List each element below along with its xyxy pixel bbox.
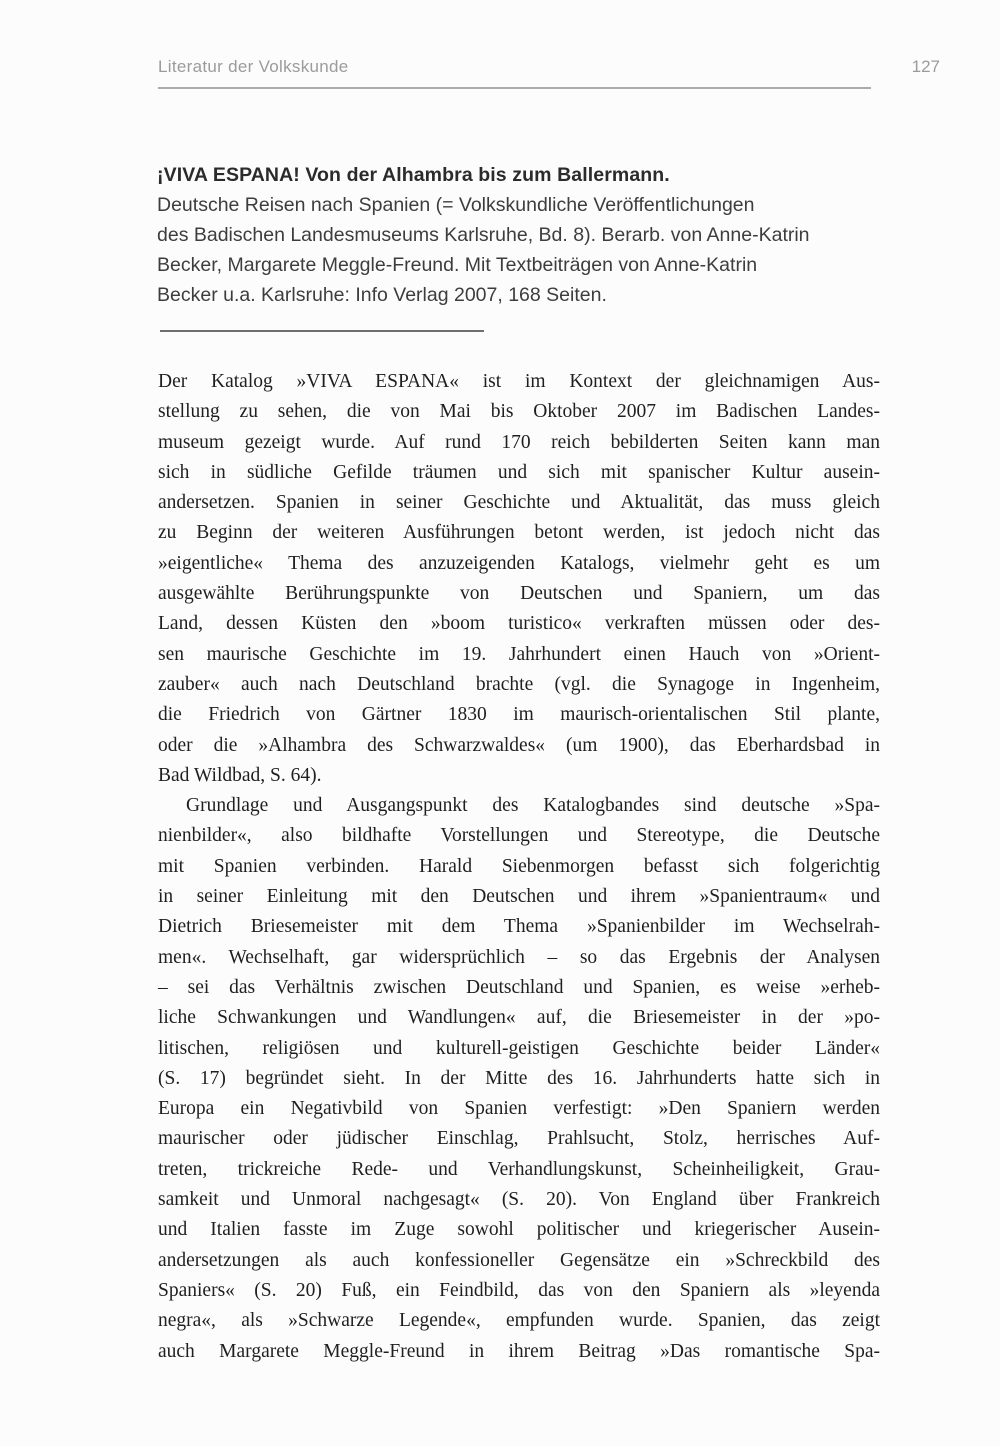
citation-line: Deutsche Reisen nach Spanien (= Volkskundliche Veröffentlichungen: [157, 194, 755, 216]
review-body-text: [158, 367, 880, 1367]
body-line: negra«, als »Schwarze Legende«, empfunden wurde. Spanien, das zeigt: [158, 1310, 880, 1332]
body-line: ausgewählte Berührungspunkte von Deutschen und Spaniern, um das: [158, 583, 880, 605]
header-rule: [158, 87, 871, 89]
body-line: Dietrich Briesemeister mit dem Thema »Spanienbilder im Wechselrah-: [158, 916, 880, 938]
review-citation-block: [157, 160, 883, 310]
body-line: – sei das Verhältnis zwischen Deutschland und Spanien, es weise »erheb-: [158, 976, 880, 998]
paragraph-1: [158, 367, 880, 791]
body-line: men«. Wechselhaft, gar widersprüchlich – so das Ergebnis der Analysen: [158, 946, 880, 968]
citation-line: Becker, Margarete Meggle-Freund. Mit Textbeiträgen von Anne-Katrin: [157, 254, 758, 276]
body-line: andersetzungen als auch konfessioneller Gegensätze ein »Schreckbild des: [158, 1249, 880, 1271]
body-line: stellung zu sehen, die von Mai bis Oktober 2007 im Badischen Landes-: [158, 401, 880, 423]
body-line: auch Margarete Meggle-Freund in ihrem Beitrag »Das romantische Spa-: [158, 1340, 880, 1362]
body-line: maurischer oder jüdischer Einschlag, Prahlsucht, Stolz, herrisches Auf-: [158, 1128, 880, 1150]
body-line: in seiner Einleitung mit den Deutschen und ihrem »Spanientraum« und: [158, 886, 880, 908]
body-line: museum gezeigt wurde. Auf rund 170 reich bebilderten Seiten kann man: [158, 431, 880, 453]
body-line: »eigentliche« Thema des anzuzeigenden Katalogs, vielmehr geht es um: [158, 552, 880, 574]
body-line: Der Katalog »VIVA ESPANA« ist im Kontext der gleichnamigen Aus-: [158, 371, 880, 392]
body-line: Europa ein Negativbild von Spanien verfestigt: »Den Spaniern werden: [158, 1098, 880, 1120]
body-line: sen maurische Geschichte im 19. Jahrhundert einen Hauch von »Orient-: [158, 643, 880, 665]
body-line: andersetzen. Spanien in seiner Geschichte und Aktualität, das muss gleich: [158, 492, 880, 514]
citation-title: ¡VIVA ESPANA! Von der Alhambra bis zum Ballermann.: [157, 164, 670, 186]
body-line: Land, dessen Küsten den »boom turistico« verkraften müssen oder des-: [158, 613, 880, 635]
citation-line: des Badischen Landesmuseums Karlsruhe, Bd. 8). Berarb. von Anne-Katrin: [157, 224, 810, 246]
body-line: treten, trickreiche Rede- und Verhandlungskunst, Scheinheiligkeit, Grau-: [158, 1158, 880, 1180]
body-line: die Friedrich von Gärtner 1830 im maurisch-orientalischen Stil plante,: [158, 704, 880, 726]
body-line: liche Schwankungen und Wandlungen« auf, die Briesemeister in der »po-: [158, 1007, 880, 1029]
body-line: Spaniers« (S. 20) Fuß, ein Feindbild, das von den Spaniern als »leyenda: [158, 1279, 880, 1301]
body-line: Bad Wildbad, S. 64).: [158, 764, 322, 786]
body-line: sich in südliche Gefilde träumen und sich mit spanischer Kultur ausein-: [158, 461, 880, 483]
folio-page-number: 127: [911, 57, 940, 76]
body-line: (S. 17) begründet sieht. In der Mitte des 16. Jahrhunderts hatte sich in: [158, 1067, 880, 1089]
body-line: litischen, religiösen und kulturell-geistigen Geschichte beider Länder«: [158, 1037, 880, 1059]
body-line: zauber« auch nach Deutschland brachte (vgl. die Synagoge in Ingenheim,: [158, 673, 880, 695]
paragraph-2: [158, 791, 880, 1367]
body-line: zu Beginn der weiteren Ausführungen betont werden, ist jedoch nicht das: [158, 522, 880, 544]
body-line: nienbilder«, also bildhafte Vorstellungen und Stereotype, die Deutsche: [158, 825, 880, 847]
body-line: samkeit und Unmoral nachgesagt« (S. 20). Von England über Frankreich: [158, 1189, 880, 1211]
body-line: oder die »Alhambra des Schwarzwaldes« (um 1900), das Eberhardsbad in: [158, 734, 880, 756]
citation-line: Becker u.a. Karlsruhe: Info Verlag 2007, 168 Seiten.: [157, 284, 607, 306]
body-line: und Italien fasste im Zuge sowohl politischer und kriegerischer Ausein-: [158, 1219, 880, 1241]
body-line: mit Spanien verbinden. Harald Siebenmorgen befasst sich folgerichtig: [158, 855, 880, 877]
body-line: Grundlage und Ausgangspunkt des Katalogbandes sind deutsche »Spa-: [186, 795, 880, 817]
running-header-section-title: Literatur der Volkskunde: [158, 57, 349, 76]
citation-divider-rule: [160, 330, 484, 332]
